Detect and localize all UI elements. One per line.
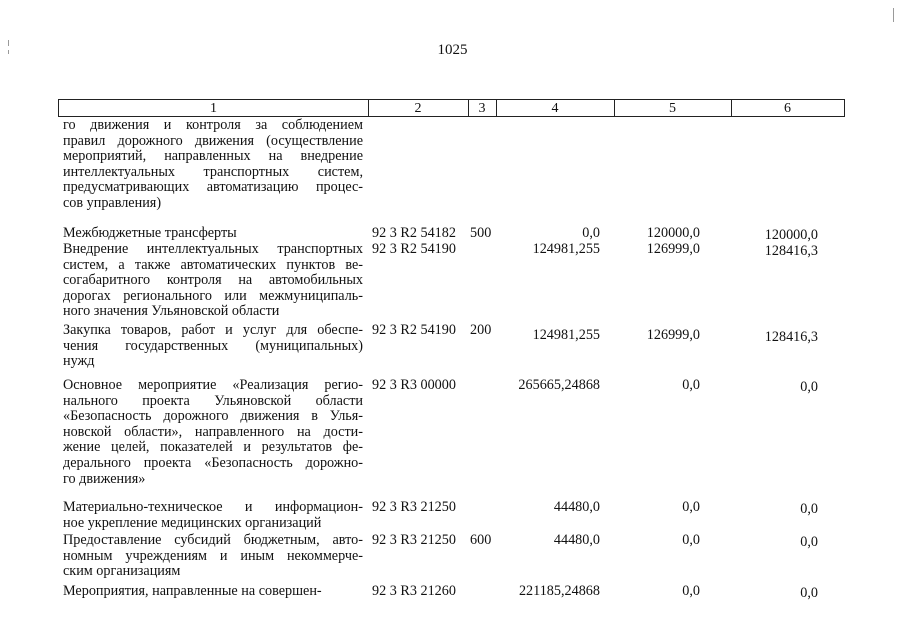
row-amount-col4: 265665,24868 [518, 377, 600, 393]
row-description [63, 323, 363, 370]
row-expense-type: 600 [470, 532, 492, 548]
page-number: 1025 [437, 42, 468, 58]
row-description-line: сов управления) [63, 194, 162, 211]
row-amount-col4: 124981,255 [532, 241, 600, 257]
row-amount-col5: 126999,0 [646, 241, 700, 257]
row-description-line: го движения» [63, 470, 146, 487]
row-description-line: «Безопасность дорожного движения в Улья- [63, 408, 363, 425]
row-description-line: чения государственных (муниципальных) [63, 337, 363, 354]
row-expense-type: 500 [470, 225, 492, 241]
row-code: 92 3 R3 21250 [372, 499, 456, 515]
row-description-line: Мероприятия, направленные на совершен- [63, 583, 322, 599]
row-code: 92 3 R2 54190 [372, 241, 456, 257]
row-description-line: номным учреждениям и иным некоммерче- [63, 547, 363, 564]
row-code: 92 3 R3 21250 [372, 532, 456, 548]
row-description [63, 500, 363, 531]
header-cell-6: 6 [784, 101, 791, 116]
row-amount-col6: 0,0 [800, 501, 818, 517]
row-description-line: Предоставление субсидий бюджетным, авто- [63, 532, 363, 548]
row-description-line: новской области», направленного на дости- [63, 423, 363, 440]
row-description [63, 242, 363, 320]
header-cell-3: 3 [468, 100, 497, 116]
row-description-line: Материально-техническое и информацион- [63, 499, 363, 515]
table-header-row [58, 99, 845, 117]
header-cell-1: 1 [59, 100, 369, 116]
row-amount-col4: 124981,255 [532, 327, 600, 343]
header-cell-5: 5 [614, 100, 732, 116]
row-description-line: нального проекта Ульяновской области [63, 392, 363, 409]
row-expense-type: 200 [470, 322, 492, 338]
row-description-line: согабаритного контроля на автомобильных [63, 272, 363, 289]
row-amount-col5: 0,0 [682, 583, 700, 599]
row-amount-col5: 120000,0 [646, 225, 700, 241]
row-description-line: ное укрепление медицинских организаций [63, 514, 322, 531]
row-amount-col5: 0,0 [682, 377, 700, 393]
row-amount-col6: 128416,3 [764, 329, 818, 345]
header-cell-2: 2 [368, 100, 469, 116]
row-amount-col4: 44480,0 [553, 532, 600, 548]
row-amount-col5: 0,0 [682, 499, 700, 515]
row-description-line: предусматривающих автоматизацию процес- [63, 179, 363, 196]
row-amount-col6: 120000,0 [764, 227, 818, 243]
row-description [63, 118, 363, 212]
row-description-line: Внедрение интеллектуальных транспортных [63, 241, 363, 257]
row-code: 92 3 R2 54190 [372, 322, 456, 338]
row-code: 92 3 R2 54182 [372, 225, 456, 241]
row-description [63, 584, 363, 600]
row-description-line: нужд [63, 353, 95, 370]
row-code: 92 3 R3 00000 [372, 377, 456, 393]
row-description-line: ного значения Ульяновской области [63, 303, 280, 320]
row-description-line: ским организациям [63, 563, 181, 580]
row-description-line: систем, а также автоматических пунктов ве- [63, 256, 363, 273]
row-description [63, 533, 363, 580]
row-amount-col5: 126999,0 [646, 327, 700, 343]
row-amount-col4: 44480,0 [553, 499, 600, 515]
row-description-line: Закупка товаров, работ и услуг для обеспе- [63, 322, 363, 338]
row-amount-col4: 221185,24868 [518, 583, 600, 599]
row-code: 92 3 R3 21260 [372, 583, 456, 599]
row-amount-col5: 0,0 [682, 532, 700, 548]
row-description-line: Основное мероприятие «Реализация регио- [63, 377, 363, 393]
row-description-line: Межбюджетные трансферты [63, 225, 237, 241]
row-amount-col6: 128416,3 [764, 243, 818, 259]
row-amount-col6: 0,0 [800, 379, 818, 395]
row-description-line: дорогах регионального или межмуниципаль- [63, 287, 363, 304]
row-description-line: интеллектуальных транспортных систем, [63, 163, 363, 180]
row-amount-col4: 0,0 [582, 225, 600, 241]
row-description-line: правил дорожного движения (осуществление [63, 132, 363, 149]
row-amount-col6: 0,0 [800, 585, 818, 601]
row-description-line: жение целей, показателей и результатов фе- [63, 439, 363, 456]
row-description-line: мероприятий, направленных на внедрение [63, 148, 363, 165]
row-amount-col6: 0,0 [800, 534, 818, 550]
row-description-line: го движения и контроля за соблюдением [63, 117, 363, 133]
right-margin-mark [893, 8, 894, 22]
header-cell-4: 4 [496, 100, 615, 116]
row-description [63, 226, 363, 242]
row-description [63, 378, 363, 487]
row-description-line: дерального проекта «Безопасность дорожно- [63, 454, 363, 471]
